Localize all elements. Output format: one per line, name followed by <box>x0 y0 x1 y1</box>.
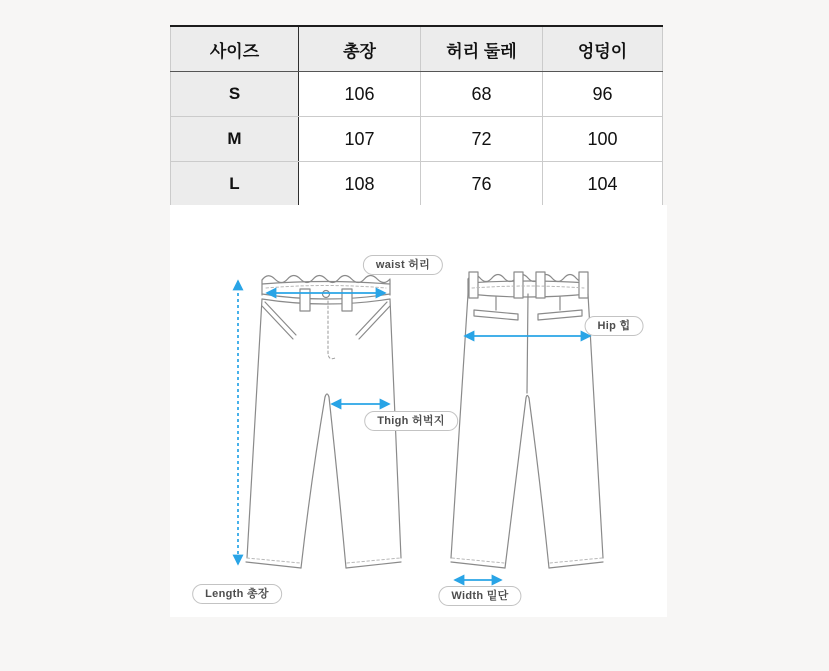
table-row-m <box>171 117 663 162</box>
cell-size-l: L <box>171 162 299 209</box>
header-hip: 엉덩이 <box>543 26 663 72</box>
cell-length-s: 106 <box>299 72 421 117</box>
cell-size-m: M <box>171 117 299 162</box>
cell-hip-m: 100 <box>543 117 663 162</box>
cell-length-m: 107 <box>299 117 421 162</box>
width-label: Width 밑단 <box>438 586 521 606</box>
hip-label: Hip 힙 <box>585 316 644 336</box>
cell-waist-s: 68 <box>421 72 543 117</box>
front-left-hem-stitch <box>247 558 300 563</box>
header-total-length: 총장 <box>299 26 421 72</box>
thigh-label: Thigh 허벅지 <box>364 411 458 431</box>
table-header-row <box>171 26 663 72</box>
header-size: 사이즈 <box>171 26 299 72</box>
front-right-hem-stitch <box>347 558 400 563</box>
cell-waist-l: 76 <box>421 162 543 209</box>
pants-back-view <box>451 272 603 568</box>
front-fly-stitch <box>328 301 335 359</box>
cell-size-s: S <box>171 72 299 117</box>
header-waist: 허리 둘레 <box>421 26 543 72</box>
table-row-l <box>171 162 663 209</box>
back-left-hem-stitch <box>452 558 504 563</box>
cell-hip-s: 96 <box>543 72 663 117</box>
back-right-hem-stitch <box>550 558 602 563</box>
cell-hip-l: 104 <box>543 162 663 209</box>
back-waistband-stitch <box>472 286 584 288</box>
size-table <box>170 25 663 210</box>
front-waistband-stitch <box>266 286 386 289</box>
measurement-diagram <box>170 205 667 617</box>
cell-length-l: 108 <box>299 162 421 209</box>
cell-waist-m: 72 <box>421 117 543 162</box>
waist-label: waist 허리 <box>363 255 443 275</box>
table-row-s <box>171 72 663 117</box>
length-label: Length 총장 <box>192 584 282 604</box>
